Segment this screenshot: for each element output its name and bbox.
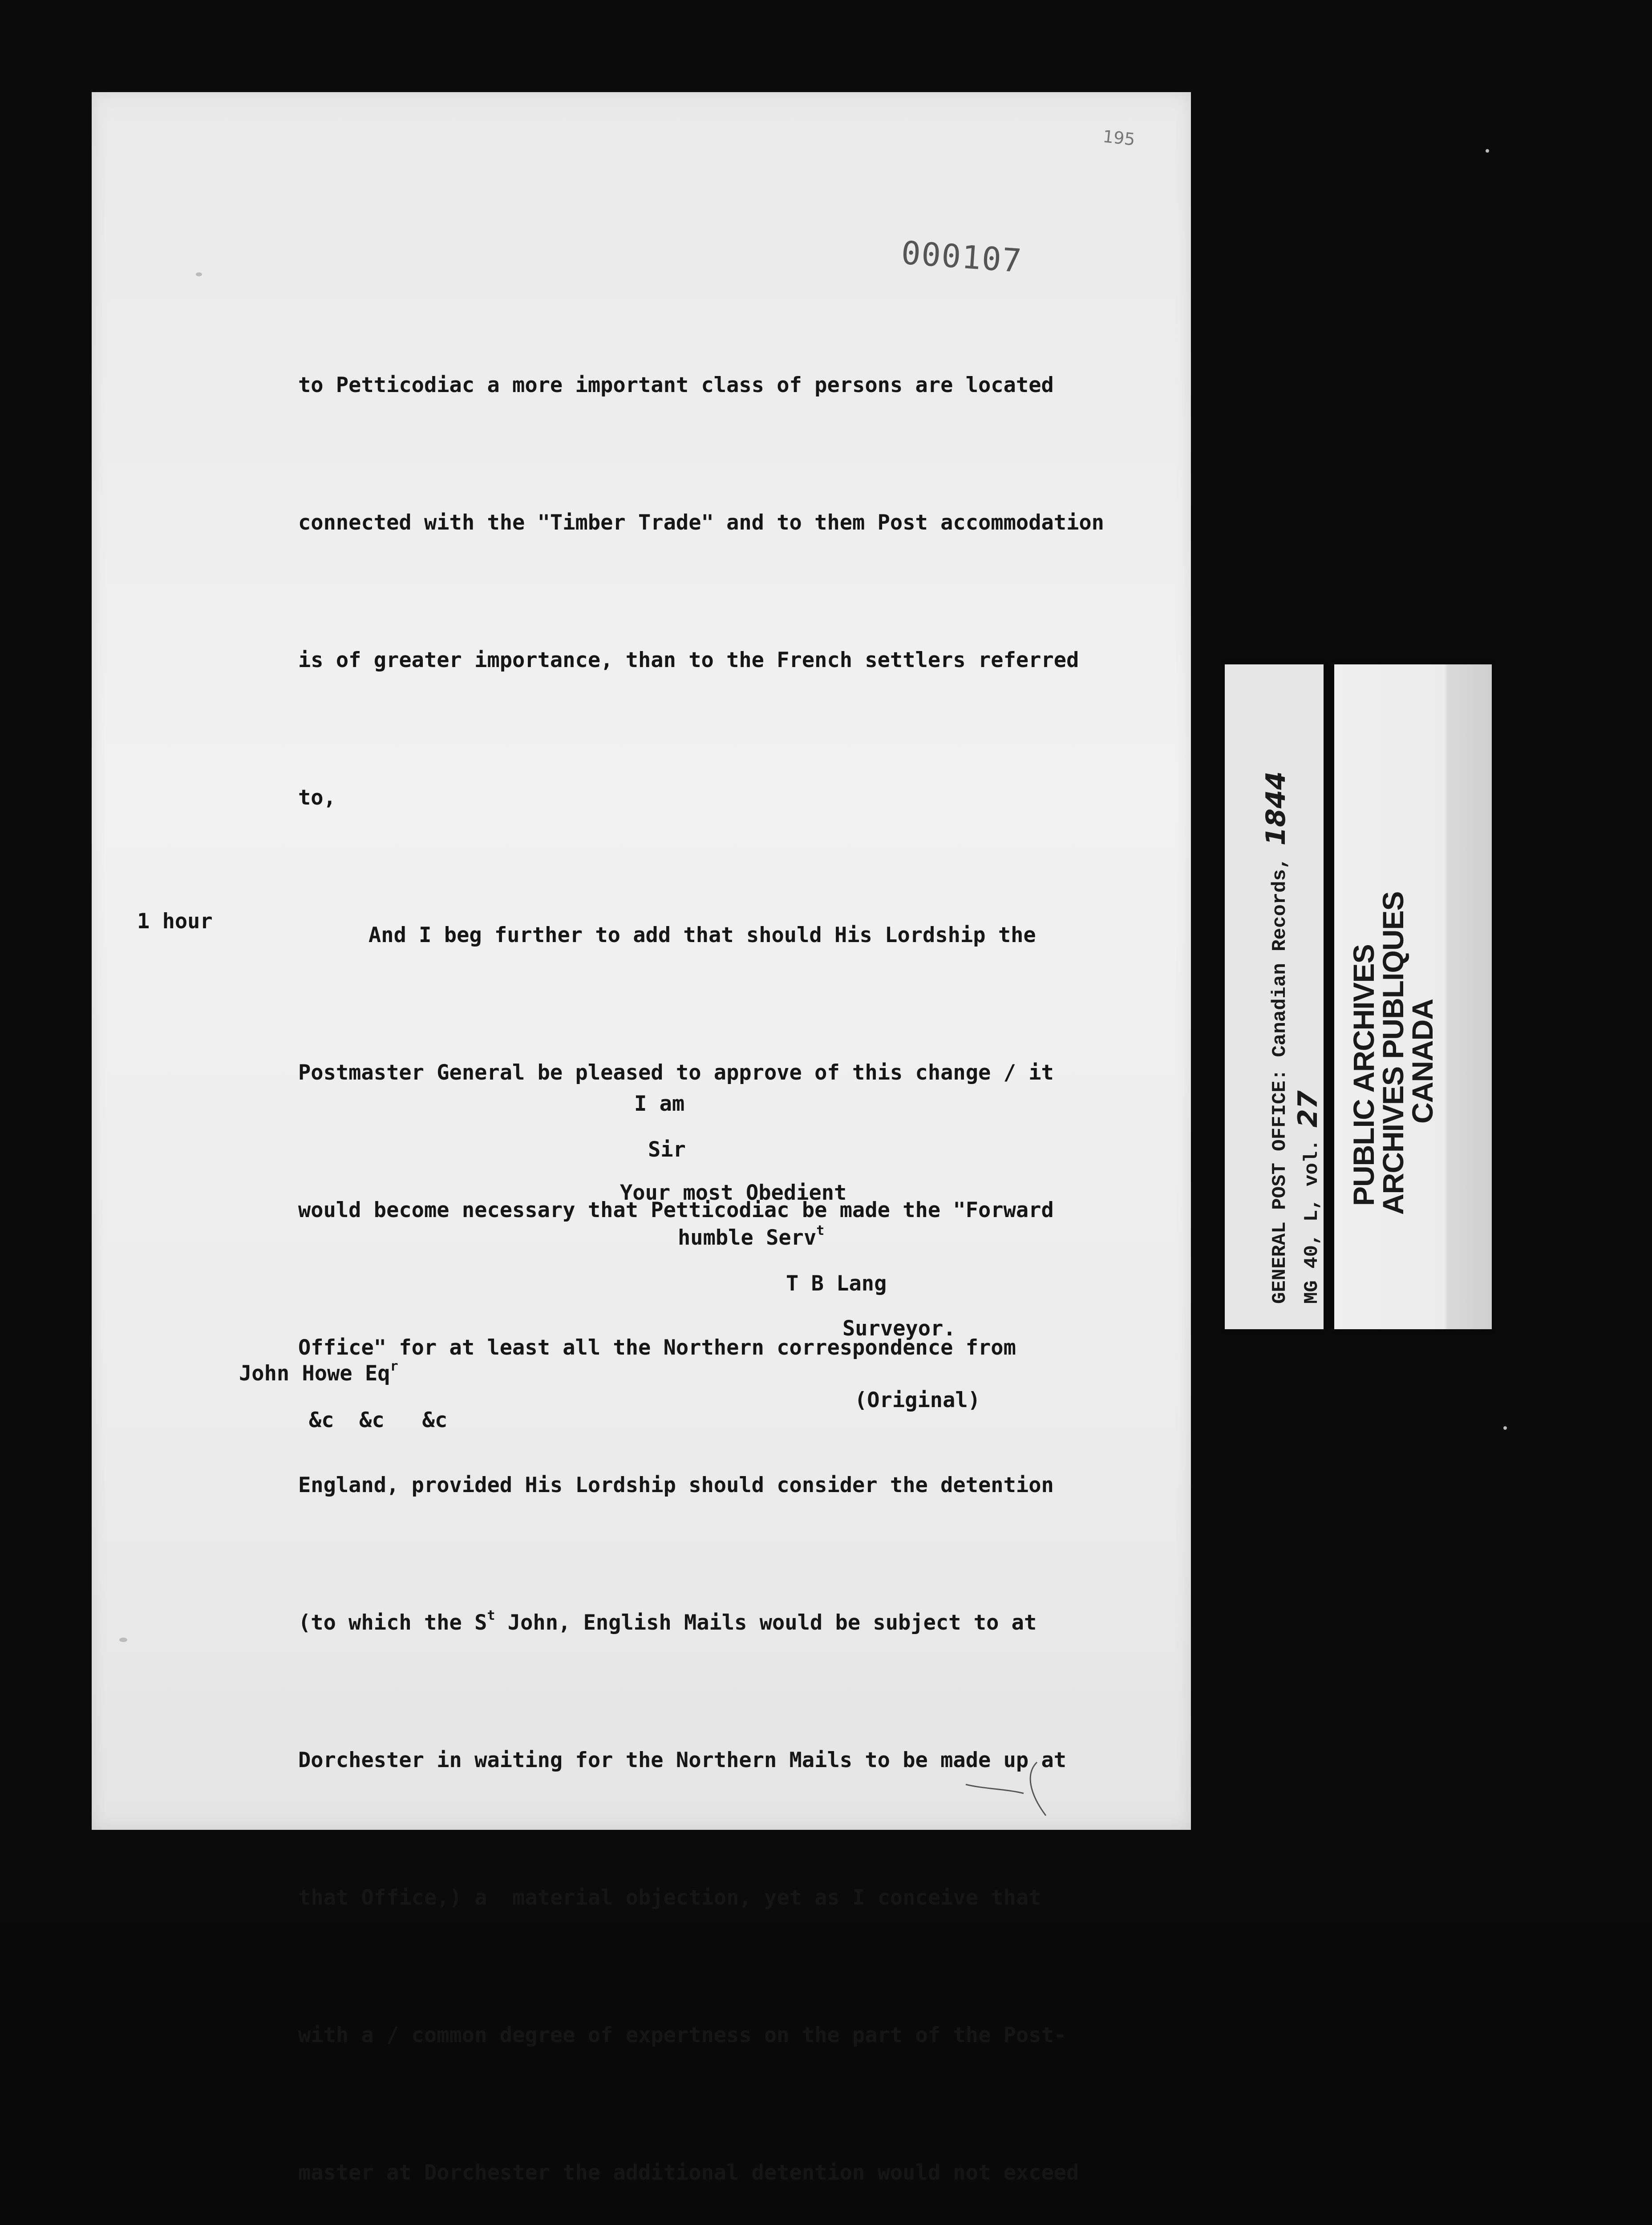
archive-stamp-line: CANADA — [1406, 999, 1439, 1124]
body-line: to Petticodiac a more important class of persons are located — [298, 373, 1054, 397]
addressee-etc: &c &c &c — [309, 1408, 448, 1432]
archive-label-line — [1292, 1090, 1324, 1304]
body-line: connected with the "Timber Trade" and to them Post accommodation — [298, 510, 1104, 535]
superscript: t — [816, 1223, 825, 1238]
closing-fragment: humble Serv — [678, 1226, 817, 1250]
superscript: r — [390, 1359, 398, 1374]
closing-line — [678, 1223, 825, 1250]
body-fragment: (to which the S — [298, 1610, 487, 1635]
archive-label-typed: GENERAL POST OFFICE: Canadian Records, — [1269, 846, 1291, 1304]
archive-stamp-line: PUBLIC ARCHIVES — [1347, 944, 1380, 1206]
body-line: Postmaster General be pleased to approve of this change / it — [298, 1060, 1054, 1085]
closing-line: Sir — [648, 1137, 686, 1162]
pen-mark — [957, 1758, 1046, 1829]
body-line: to, — [298, 785, 336, 810]
archive-label-handwritten: 27 — [1292, 1090, 1324, 1128]
speck — [119, 1638, 127, 1642]
body-line: Dorchester in waiting for the Northern Mails to be made up at — [298, 1748, 1067, 1772]
archive-label-typed: MG 40, L, vol. — [1301, 1127, 1323, 1304]
body-line: And I beg further to add that should His Lordship the — [368, 923, 1036, 947]
body-line: would become necessary that Petticodiac be made the "Forward — [298, 1198, 1054, 1222]
body-line: with a / common degree of expertness on the part of the Post- — [298, 2023, 1067, 2047]
signature-name: T B Lang — [786, 1271, 887, 1296]
body-line — [298, 1600, 1104, 1646]
body-line: master at Dorchester the additional detention would not exceed — [298, 2160, 1079, 2185]
addressee-fragment: John Howe Eq — [239, 1361, 390, 1386]
addressee-name — [239, 1361, 398, 1386]
closing-line: I am — [634, 1092, 685, 1116]
closing-line: Your most Obedient — [620, 1181, 847, 1205]
original-note: (Original) — [854, 1388, 980, 1412]
stamp-number: 000107 — [900, 234, 1024, 280]
body-fragment: John, English Mails would be subject to at — [495, 1610, 1037, 1635]
archive-label-line — [1260, 771, 1292, 1304]
signature-title: Surveyor. — [842, 1316, 956, 1341]
speck — [196, 272, 202, 276]
body-line: Office" for at least all the Northern correspondence from — [298, 1335, 1016, 1360]
body-line: England, provided His Lordship should consider the detention — [298, 1473, 1054, 1497]
speck — [1486, 149, 1489, 153]
archive-label-handwritten: 1844 — [1260, 771, 1292, 846]
speck — [1503, 1426, 1507, 1430]
superscript: t — [487, 1608, 495, 1623]
body-line: that Office,) a material objection, yet as I conceive that — [298, 1885, 1041, 1910]
margin-note: 1 hour — [137, 909, 213, 934]
archive-stamp-line: ARCHIVES PUBLIQUES — [1377, 891, 1409, 1215]
folio-number: 195 — [1101, 126, 1136, 150]
body-line: is of greater importance, than to the French settlers referred — [298, 648, 1079, 672]
